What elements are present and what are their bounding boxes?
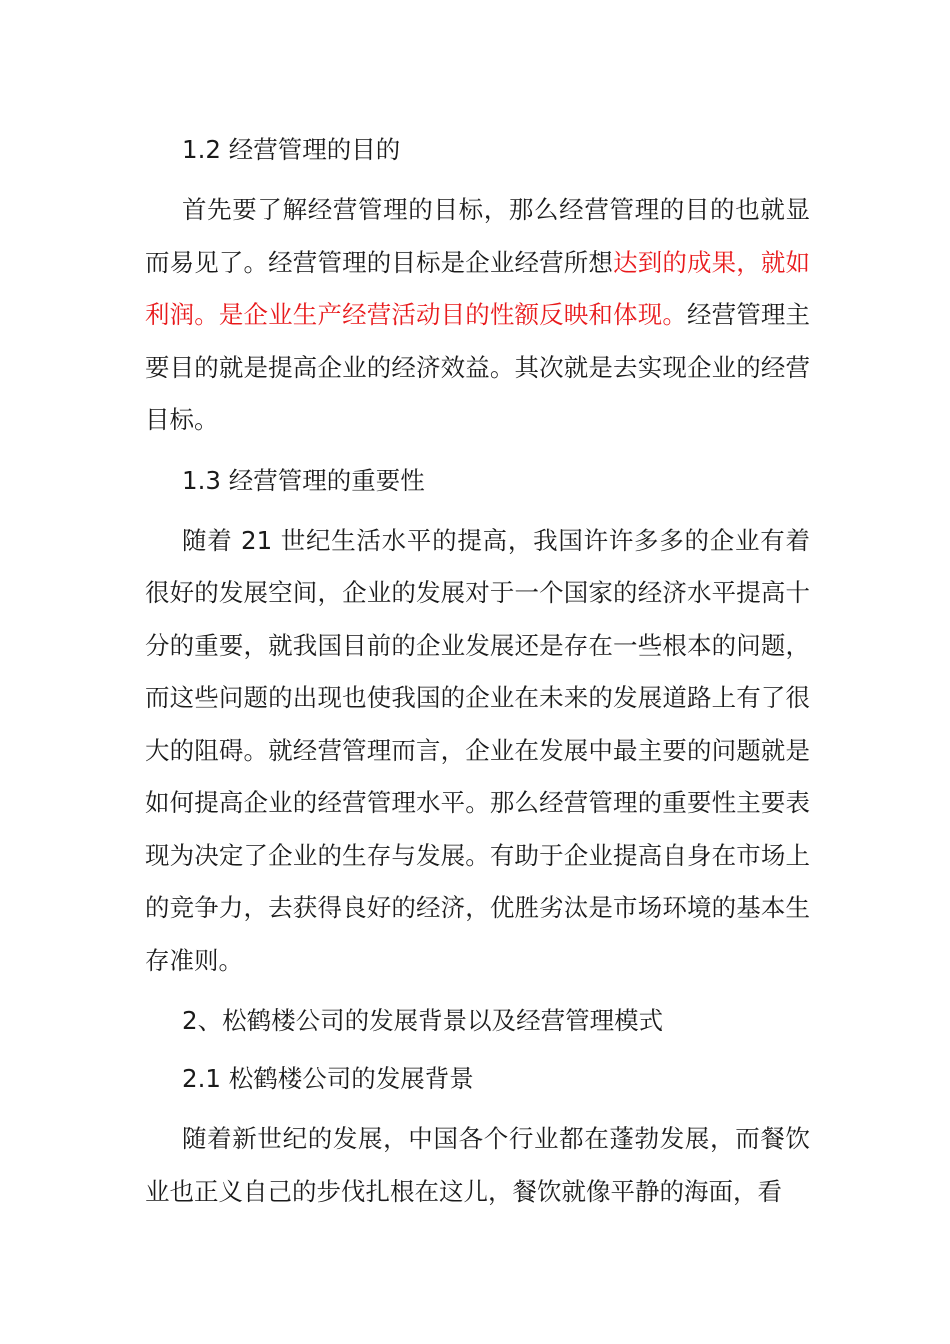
section-heading-1-2: 1.2 经营管理的目的: [182, 135, 401, 164]
paragraph-text: 首先要了解经营管理的目标，那么经营管理的目的也就显而易见了。经营管理的目标是企业经营所想: [145, 195, 810, 277]
section-heading-2-1: 2.1 松鹤楼公司的发展背景: [182, 1064, 474, 1093]
highlighted-text: 达到的成果，就如利润。是企业生产经营活动目的性额反映和体现。: [145, 247, 811, 329]
paragraph-text: 经营管理主要目的就是提高企业的经济效益。其次就是去实现企业的经营目标。: [145, 300, 811, 434]
section-paragraph-1-3: 随着 21 世纪生活水平的提高，我国许许多多的企业有着很好的发展空间，企业的发展对于一个国家的经济水平提高十分的重要，就我国目前的企业发展还是存在一些根本的问题，而这些问题的出现也使我国的企业在未来的发展道路上有了很大的阻碍。就经营管理而言，企业在发展中最主要的问题就是如何提高企业的经营管理水平。那么经营管理的重要性主要表现为决定了企业的生存与发展。有助于企业提高自身在市场上的竞争力，去获得良好的经济，优胜劣汰是市场环境的基本生存准则。: [145, 525, 810, 975]
section-paragraph-2-1: 随着新世纪的发展，中国各个行业都在蓬勃发展，而餐饮业也正义自己的步伐扎根在这儿，餐饮就像平静的海面，看: [145, 1124, 810, 1206]
section-heading-2: 2、松鹤楼公司的发展背景以及经营管理模式: [182, 1006, 664, 1035]
document-body: [145, 126, 810, 1218]
section-heading-1-3: 1.3 经营管理的重要性: [182, 465, 425, 495]
section-paragraph-1-2: [145, 184, 810, 447]
